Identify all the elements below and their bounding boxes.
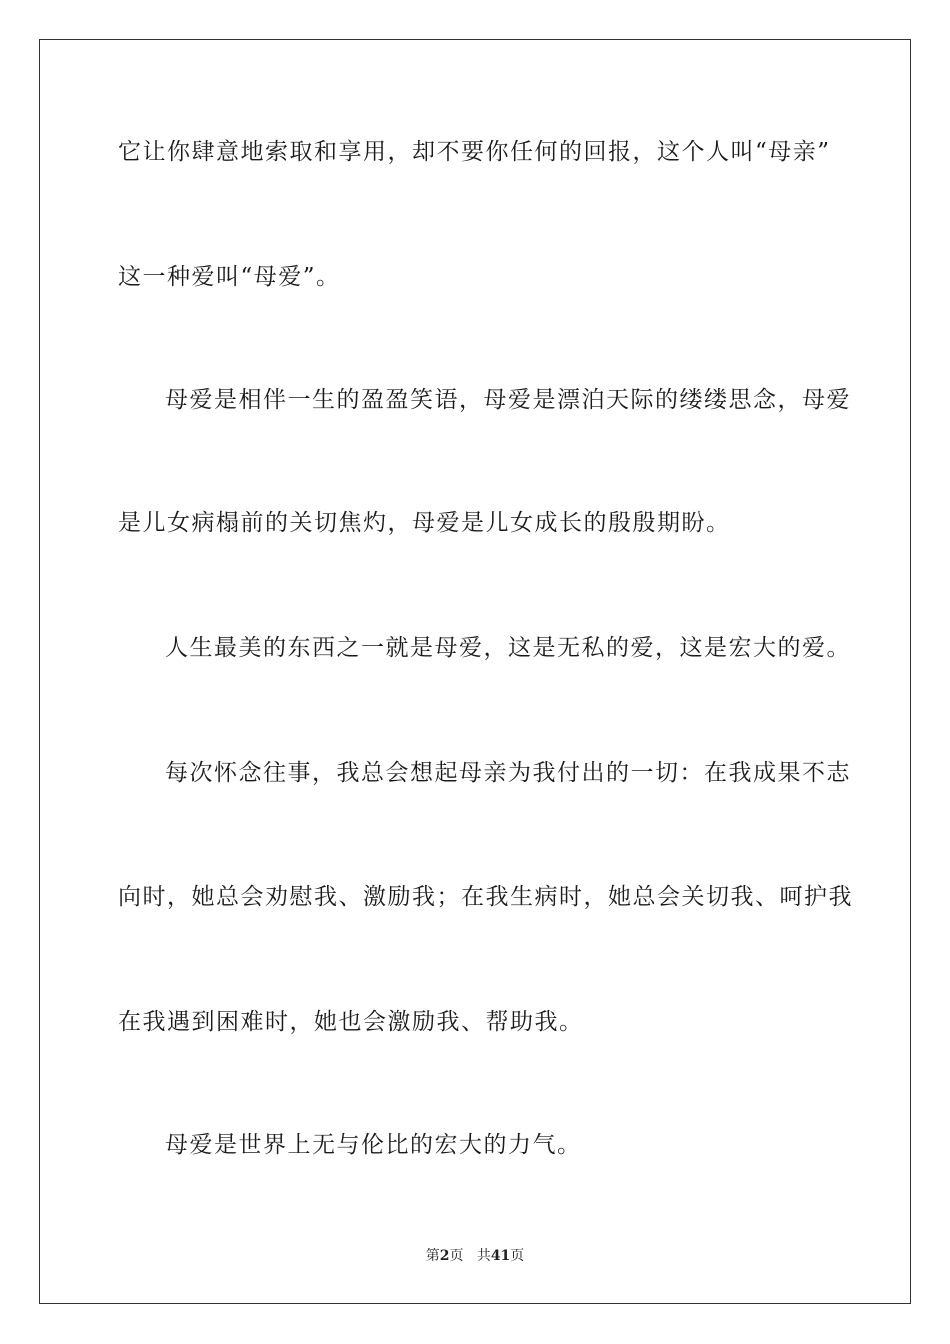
paragraph-start-line: 母爱是相伴一生的盈盈笑语，母爱是漂泊天际的缕缕思念，母爱 [165,387,851,413]
page-number: 2 [439,1248,450,1264]
page-prefix: 第 [425,1248,440,1264]
page-footer [0,1246,950,1266]
total-suffix: 页 [510,1248,525,1264]
paragraph-start-line: 母爱是世界上无与伦比的宏大的力气。 [165,1132,582,1158]
total-prefix: 共 [476,1248,491,1264]
text-line: 这一种爱叫“母爱”。 [118,264,341,290]
page-suffix: 页 [449,1248,464,1264]
text-line: 在我遇到困难时，她也会激励我、帮助我。 [118,1009,584,1035]
text-line: 它让你肆意地索取和享用，却不要你任何的回报，这个人叫“母亲” [118,139,831,165]
paragraph-start-line: 人生最美的东西之一就是母爱，这是无私的爱，这是宏大的爱。 [165,635,851,661]
page-border [39,39,911,1304]
text-line: 向时，她总会劝慰我、激励我；在我生病时，她总会关切我、呵护我 [118,884,853,910]
paragraph-start-line: 每次怀念往事，我总会想起母亲为我付出的一切：在我成果不志 [165,760,851,786]
text-line: 是儿女病榻前的关切焦灼，母爱是儿女成长的殷殷期盼。 [118,510,731,536]
total-pages: 41 [490,1248,511,1264]
